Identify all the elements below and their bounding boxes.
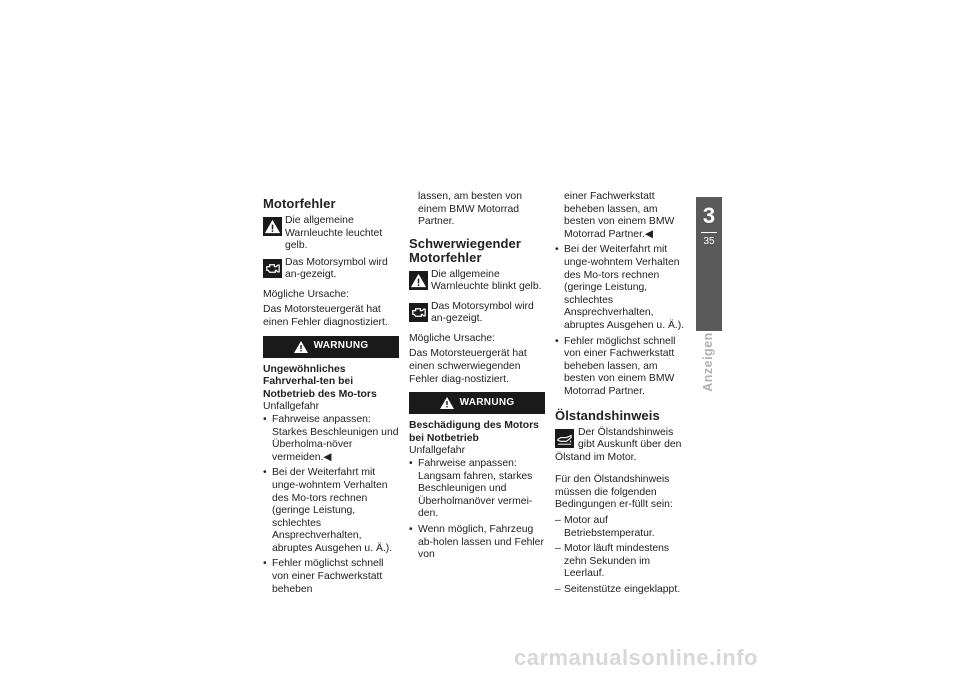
icon-row: Das Motorsymbol wird an-gezeigt. xyxy=(409,301,545,329)
chapter-number: 3 xyxy=(702,203,716,228)
list-item: • Fahrweise anpassen: Langsam fahren, starkes Beschleunigen und Überholmanöver vermei-den. xyxy=(409,458,545,521)
conditions-intro: Für den Ölstandshinweis müssen die folgenden Bedingungen er-füllt sein: xyxy=(555,474,673,511)
warning-triangle-icon xyxy=(409,271,428,290)
icon-row: Das Motorsymbol wird an-gezeigt. xyxy=(263,257,399,285)
bullet-list xyxy=(409,458,545,562)
engine-icon xyxy=(409,303,428,322)
cause-text: Das Motorsteuergerät hat einen Fehler diagnostiziert. xyxy=(263,304,388,328)
warning-triangle-icon xyxy=(263,217,282,236)
warning-title: Ungewöhnliches Fahrverhal-ten bei Notbetrieb des Mo-tors xyxy=(263,363,377,400)
list-item: • Fahrweise anpassen: Starkes Beschleunigen und Überholma-növer vermeiden.◀ xyxy=(263,414,399,464)
oil-text: Der Ölstandshinweis gibt Auskunft über den Ölstand im Motor. xyxy=(555,426,682,463)
engine-icon xyxy=(263,259,282,278)
watermark: carmanualsonline.info xyxy=(514,645,758,670)
warning-banner: WARNUNG xyxy=(263,336,399,358)
continuation-text: einer Fachwerkstatt beheben lassen, am besten von einem BMW Motorrad Partner.◀ xyxy=(564,191,675,240)
divider xyxy=(701,232,717,233)
column-3 xyxy=(555,191,691,600)
chapter-tab xyxy=(696,197,722,331)
cause-label: Mögliche Ursache: xyxy=(263,288,350,300)
list-item: • Bei der Weiterfahrt mit unge-wohntem Verhalten des Mo-tors rechnen (geringe Leistung, schlechtes Ansprechverhalten, abruptes Ausgehen u. Ä.). xyxy=(555,244,691,332)
list-item: • Fehler möglichst schnell von einer Fachwerkstatt beheben lassen, am besten von einem BMW Motorrad Partner. xyxy=(555,336,691,399)
conditions-list xyxy=(555,515,691,597)
section-heading-schwerwiegender: Schwerwiegender Motorfehler xyxy=(409,235,522,265)
warning-banner: WARNUNG xyxy=(409,392,545,414)
bullet-list xyxy=(555,244,691,398)
cause-text: Das Motorsteuergerät hat einen schwerwiegenden Fehler diag-nostiziert. xyxy=(409,348,527,385)
section-heading-oelstand: Ölstandshinweis xyxy=(555,407,660,423)
warning-title: Beschädigung des Motors bei Notbetrieb xyxy=(409,420,539,444)
bullet-list xyxy=(263,414,399,596)
icon-row: Die allgemeine Warnleuchte blinkt gelb. xyxy=(409,269,545,297)
list-item: – Motor läuft mindestens zehn Sekunden im Leerlauf. xyxy=(555,543,691,581)
list-item: • Wenn möglich, Fahrzeug ab-holen lassen und Fehler von xyxy=(409,524,545,562)
column-2 xyxy=(409,191,545,565)
list-item: • Fehler möglichst schnell von einer Fachwerkstatt beheben xyxy=(263,558,399,596)
warning-sub: Unfallgefahr xyxy=(409,445,466,457)
warning-triangle-icon xyxy=(294,341,308,353)
continuation-text: lassen, am besten von einem BMW Motorrad Partner. xyxy=(418,191,522,228)
section-heading-motorfehler: Motorfehler xyxy=(263,196,336,211)
list-item: • Bei der Weiterfahrt mit unge-wohntem Verhalten des Mo-tors rechnen (geringe Leistung, schlechtes Ansprechverhalten, abruptes Ausgehen u. Ä.). xyxy=(263,467,399,555)
cause-label: Mögliche Ursache: xyxy=(409,332,496,344)
warning-sub: Unfallgefahr xyxy=(263,401,320,413)
column-1 xyxy=(263,197,399,599)
oil-can-icon xyxy=(555,429,574,448)
oil-row xyxy=(555,427,691,465)
page-number: 35 xyxy=(703,236,715,247)
list-item: – Motor auf Betriebstemperatur. xyxy=(555,515,691,540)
chapter-label: Anzeigen xyxy=(701,332,715,392)
list-item: – Seitenstütze eingeklappt. xyxy=(555,584,691,597)
icon-row: Die allgemeine Warnleuchte leuchtet gelb. xyxy=(263,215,399,253)
warning-triangle-icon xyxy=(440,397,454,409)
